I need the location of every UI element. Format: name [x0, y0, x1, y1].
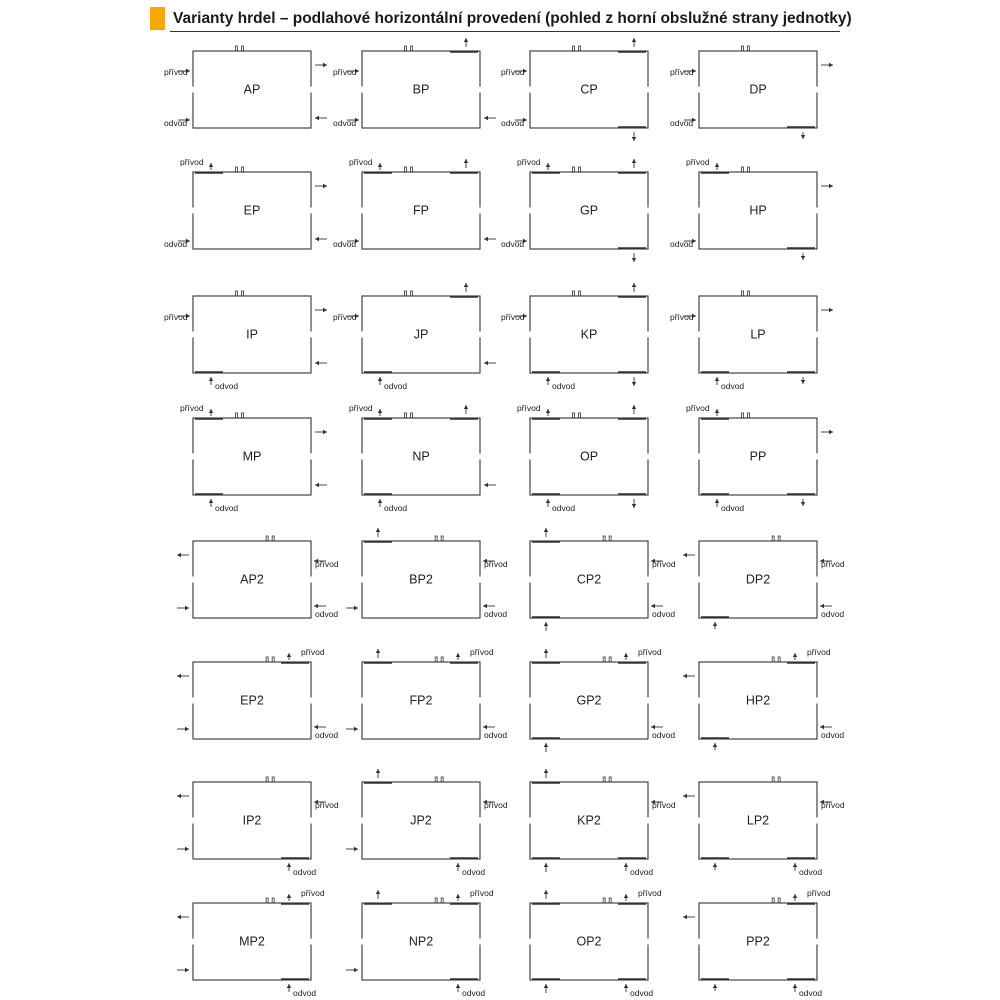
port-label: přívod	[180, 157, 204, 167]
pipe-stub	[410, 413, 412, 418]
arrowhead	[314, 725, 318, 729]
arrowhead	[801, 256, 805, 260]
arrowhead	[713, 743, 717, 747]
variant-code: MP	[242, 449, 262, 464]
variant-dp2	[683, 536, 845, 629]
arrowhead	[632, 405, 636, 409]
pipe-stub	[747, 46, 749, 51]
variant-op	[517, 403, 648, 513]
variant-bp2	[346, 528, 508, 619]
arrowhead	[632, 38, 636, 42]
variant-code: LP2	[746, 813, 770, 828]
pipe-stub	[266, 657, 268, 662]
arrowhead	[546, 163, 550, 167]
variant-kp	[501, 283, 648, 391]
arrowhead	[624, 984, 628, 988]
arrowhead	[624, 894, 628, 898]
arrowhead	[544, 528, 548, 532]
arrowhead	[354, 968, 358, 972]
arrowhead	[287, 653, 291, 657]
variant-code: MP2	[239, 934, 265, 949]
pipe-stub	[609, 536, 611, 541]
port-label: přívod	[807, 888, 831, 898]
arrowhead	[177, 794, 181, 798]
pipe-stub	[404, 413, 406, 418]
arrowhead	[544, 890, 548, 894]
variant-pp	[686, 403, 833, 513]
port-label: odvod	[215, 503, 239, 513]
arrowhead	[464, 405, 468, 409]
port-label: přívod	[638, 888, 662, 898]
pipe-stub	[603, 536, 605, 541]
port-label: přívod	[315, 800, 339, 810]
page-title: Varianty hrdel – podlahové horizontální provedení (pohled z horní obslužné strany jednotky)	[173, 10, 852, 27]
port-label: odvod	[821, 609, 845, 619]
port-label: přívod	[807, 647, 831, 657]
arrowhead	[544, 863, 548, 867]
variant-mp2	[177, 888, 325, 998]
pipe-stub	[441, 777, 443, 782]
arrowhead	[314, 604, 318, 608]
pipe-stub	[741, 167, 743, 172]
pipe-stub	[741, 413, 743, 418]
port-label: odvod	[721, 503, 745, 513]
pipe-stub	[572, 46, 574, 51]
arrowhead	[177, 915, 181, 919]
arrowhead	[484, 361, 488, 365]
pipe-stub	[266, 898, 268, 903]
port-label: odvod	[552, 503, 576, 513]
arrowhead	[287, 863, 291, 867]
arrowhead	[378, 377, 382, 381]
port-label: přívod	[164, 312, 188, 322]
arrowhead	[464, 283, 468, 287]
arrowhead	[456, 863, 460, 867]
arrowhead	[185, 968, 189, 972]
pipe-stub	[241, 46, 243, 51]
arrowhead	[354, 727, 358, 731]
arrowhead	[632, 382, 636, 386]
variant-hp2	[683, 647, 844, 750]
arrowhead	[793, 984, 797, 988]
variant-lp2	[683, 777, 845, 877]
variant-dp	[670, 46, 833, 139]
arrowhead	[484, 237, 488, 241]
port-label: odvod	[670, 239, 694, 249]
pipe-stub	[241, 413, 243, 418]
variant-jp2	[346, 769, 508, 877]
variant-code: KP	[580, 327, 598, 342]
arrowhead	[185, 847, 189, 851]
variant-code: AP2	[240, 572, 264, 587]
port-label: odvod	[384, 381, 408, 391]
pipe-stub	[772, 657, 774, 662]
port-label: přívod	[349, 157, 373, 167]
port-label: přívod	[670, 312, 694, 322]
port-label: přívod	[517, 157, 541, 167]
pipe-stub	[609, 898, 611, 903]
port-label: odvod	[630, 988, 654, 998]
pipe-stub	[272, 777, 274, 782]
pipe-stub	[572, 167, 574, 172]
arrowhead	[177, 553, 181, 557]
port-label: přívod	[349, 403, 373, 413]
arrowhead	[632, 283, 636, 287]
port-label: odvod	[384, 503, 408, 513]
arrowhead	[287, 984, 291, 988]
pipe-stub	[747, 291, 749, 296]
port-label: přívod	[686, 157, 710, 167]
variant-fp2	[346, 647, 507, 740]
port-label: přívod	[670, 67, 694, 77]
pipe-stub	[435, 777, 437, 782]
port-label: přívod	[180, 403, 204, 413]
arrowhead	[315, 361, 319, 365]
variant-ep	[164, 157, 327, 249]
variant-fp	[333, 157, 496, 249]
pipe-stub	[578, 413, 580, 418]
arrowhead	[793, 863, 797, 867]
pipe-stub	[241, 167, 243, 172]
variant-code: PP2	[746, 934, 770, 949]
arrowhead	[209, 377, 213, 381]
variant-code: EP	[243, 203, 261, 218]
arrowhead	[546, 499, 550, 503]
pipe-stub	[410, 167, 412, 172]
port-label: odvod	[721, 381, 745, 391]
variant-op2	[530, 888, 662, 998]
arrowhead	[464, 38, 468, 42]
pipe-stub	[572, 291, 574, 296]
arrowhead	[624, 863, 628, 867]
arrowhead	[801, 380, 805, 384]
arrowhead	[378, 163, 382, 167]
variant-ip2	[177, 777, 339, 877]
variant-cp2	[530, 528, 676, 631]
port-label: odvod	[501, 239, 525, 249]
port-label: přívod	[686, 403, 710, 413]
variant-code: BP2	[409, 572, 433, 587]
pipe-stub	[603, 657, 605, 662]
port-label: odvod	[315, 730, 339, 740]
arrowhead	[483, 725, 487, 729]
arrowhead	[715, 499, 719, 503]
port-label: přívod	[484, 800, 508, 810]
port-label: přívod	[652, 800, 676, 810]
arrowhead	[715, 377, 719, 381]
pipe-stub	[572, 413, 574, 418]
pipe-stub	[235, 413, 237, 418]
arrowhead	[456, 653, 460, 657]
variant-code: AP	[243, 82, 261, 97]
arrowhead	[546, 409, 550, 413]
variant-code: CP2	[576, 572, 602, 587]
pipe-stub	[747, 167, 749, 172]
arrowhead	[801, 135, 805, 139]
port-label: přívod	[470, 888, 494, 898]
variant-ep2	[177, 647, 338, 740]
pipe-stub	[272, 657, 274, 662]
variant-hp	[670, 157, 833, 260]
arrowhead	[793, 653, 797, 657]
arrowhead	[544, 622, 548, 626]
port-label: přívod	[501, 67, 525, 77]
arrowhead	[209, 163, 213, 167]
variant-code: HP	[749, 203, 767, 218]
variant-code: IP2	[242, 813, 262, 828]
port-label: odvod	[293, 988, 317, 998]
port-label: odvod	[652, 609, 676, 619]
pipe-stub	[441, 536, 443, 541]
variant-kp2	[530, 769, 676, 877]
pipe-stub	[578, 167, 580, 172]
port-label: odvod	[164, 239, 188, 249]
pipe-stub	[435, 536, 437, 541]
arrowhead	[683, 674, 687, 678]
pipe-stub	[778, 657, 780, 662]
port-label: přívod	[315, 559, 339, 569]
variant-gp2	[530, 647, 675, 752]
variant-ip	[164, 291, 327, 391]
variant-code: PP	[749, 449, 767, 464]
port-label: odvod	[799, 867, 823, 877]
pipe-stub	[404, 291, 406, 296]
pipe-stub	[441, 657, 443, 662]
variant-code: DP	[749, 82, 767, 97]
arrowhead	[683, 794, 687, 798]
arrowhead	[651, 725, 655, 729]
arrowhead	[632, 258, 636, 262]
arrowhead	[376, 649, 380, 653]
port-label: přívod	[301, 888, 325, 898]
port-label: přívod	[164, 67, 188, 77]
pipe-stub	[778, 898, 780, 903]
arrowhead	[820, 604, 824, 608]
arrowhead	[315, 483, 319, 487]
arrowhead	[456, 984, 460, 988]
port-label: odvod	[215, 381, 239, 391]
pipe-stub	[404, 46, 406, 51]
arrowhead	[185, 727, 189, 731]
arrowhead	[624, 653, 628, 657]
variant-code: OP	[579, 449, 599, 464]
arrowhead	[715, 163, 719, 167]
variant-code: FP2	[409, 693, 433, 708]
arrowhead	[715, 409, 719, 413]
arrowhead	[683, 915, 687, 919]
variant-code: GP2	[576, 693, 602, 708]
pipe-stub	[578, 291, 580, 296]
pipe-stub	[272, 536, 274, 541]
port-label: přívod	[821, 800, 845, 810]
pipe-stub	[410, 46, 412, 51]
arrowhead	[484, 116, 488, 120]
variant-cp	[501, 38, 648, 141]
arrowhead	[829, 184, 833, 188]
arrowhead	[801, 502, 805, 506]
arrowhead	[544, 743, 548, 747]
pipe-stub	[772, 898, 774, 903]
variant-code: EP2	[240, 693, 264, 708]
arrowhead	[713, 863, 717, 867]
arrowhead	[456, 894, 460, 898]
arrowhead	[354, 847, 358, 851]
arrowhead	[683, 553, 687, 557]
variant-ap2	[177, 536, 339, 619]
arrowhead	[544, 769, 548, 773]
pipe-stub	[435, 898, 437, 903]
port-label: přívod	[333, 67, 357, 77]
port-label: odvod	[652, 730, 676, 740]
variant-code: OP2	[576, 934, 602, 949]
arrowhead	[829, 430, 833, 434]
pipe-stub	[435, 657, 437, 662]
arrowhead	[177, 674, 181, 678]
port-label: přívod	[638, 647, 662, 657]
arrowhead	[483, 604, 487, 608]
arrowhead	[323, 308, 327, 312]
pipe-stub	[235, 291, 237, 296]
variant-lp	[670, 291, 833, 391]
arrowhead	[793, 894, 797, 898]
arrowhead	[632, 137, 636, 141]
arrowhead	[544, 984, 548, 988]
arrowhead	[820, 725, 824, 729]
arrowhead	[376, 890, 380, 894]
arrowhead	[829, 308, 833, 312]
variant-code: HP2	[745, 693, 771, 708]
variant-code: LP	[750, 327, 766, 342]
pipe-stub	[578, 46, 580, 51]
port-label: odvod	[821, 730, 845, 740]
port-label: přívod	[652, 559, 676, 569]
pipe-stub	[266, 536, 268, 541]
pipe-stub	[741, 46, 743, 51]
variant-code: IP	[246, 327, 258, 342]
variant-code: NP	[412, 449, 430, 464]
port-label: odvod	[462, 867, 486, 877]
port-label: odvod	[333, 118, 357, 128]
arrowhead	[315, 237, 319, 241]
variant-np2	[346, 888, 494, 998]
pipe-stub	[272, 898, 274, 903]
pipe-stub	[404, 167, 406, 172]
pipe-stub	[747, 413, 749, 418]
variant-code: GP	[579, 203, 599, 218]
arrowhead	[209, 499, 213, 503]
port-label: odvod	[799, 988, 823, 998]
port-label: odvod	[484, 609, 508, 619]
arrowhead	[323, 63, 327, 67]
arrowhead	[544, 649, 548, 653]
pipe-stub	[772, 777, 774, 782]
port-label: odvod	[315, 609, 339, 619]
port-label: přívod	[517, 403, 541, 413]
pipe-stub	[778, 777, 780, 782]
arrowhead	[354, 606, 358, 610]
pipe-stub	[441, 898, 443, 903]
port-label: odvod	[484, 730, 508, 740]
variant-code: DP2	[745, 572, 771, 587]
arrowhead	[376, 528, 380, 532]
variant-code: NP2	[408, 934, 434, 949]
variant-code: BP	[412, 82, 430, 97]
arrowhead	[287, 894, 291, 898]
pipe-stub	[241, 291, 243, 296]
port-label: přívod	[821, 559, 845, 569]
port-label: odvod	[333, 239, 357, 249]
port-label: přívod	[470, 647, 494, 657]
arrowhead	[323, 184, 327, 188]
arrowhead	[323, 430, 327, 434]
variant-code: CP	[580, 82, 598, 97]
variant-pp2	[683, 888, 831, 998]
port-label: přívod	[301, 647, 325, 657]
arrowhead	[632, 159, 636, 163]
arrowhead	[632, 504, 636, 508]
arrowhead	[378, 409, 382, 413]
pipe-stub	[609, 657, 611, 662]
arrowhead	[713, 622, 717, 626]
variant-mp	[180, 403, 327, 513]
variant-code: KP2	[577, 813, 601, 828]
arrowhead	[315, 116, 319, 120]
arrowhead	[484, 483, 488, 487]
variant-jp	[333, 283, 496, 391]
arrowhead	[378, 499, 382, 503]
arrowhead	[546, 377, 550, 381]
variant-code: JP2	[410, 813, 432, 828]
pipe-stub	[410, 291, 412, 296]
arrowhead	[651, 604, 655, 608]
port-label: odvod	[501, 118, 525, 128]
pipe-stub	[603, 777, 605, 782]
pipe-stub	[741, 291, 743, 296]
pipe-stub	[235, 46, 237, 51]
port-label: přívod	[484, 559, 508, 569]
port-label: odvod	[164, 118, 188, 128]
pipe-stub	[772, 536, 774, 541]
variant-bp	[333, 38, 496, 128]
port-label: odvod	[462, 988, 486, 998]
port-label: přívod	[501, 312, 525, 322]
variant-gp	[501, 157, 648, 262]
arrowhead	[713, 984, 717, 988]
arrowhead	[209, 409, 213, 413]
variant-ap	[164, 46, 327, 128]
pipe-stub	[235, 167, 237, 172]
arrowhead	[376, 769, 380, 773]
port-label: odvod	[630, 867, 654, 877]
arrowhead	[464, 159, 468, 163]
port-label: odvod	[293, 867, 317, 877]
pipe-stub	[603, 898, 605, 903]
port-label: odvod	[552, 381, 576, 391]
pipe-stub	[778, 536, 780, 541]
arrowhead	[185, 606, 189, 610]
variant-code: FP	[413, 203, 429, 218]
pipe-stub	[609, 777, 611, 782]
port-label: odvod	[670, 118, 694, 128]
variant-np	[349, 403, 496, 513]
arrowhead	[829, 63, 833, 67]
variant-code: JP	[413, 327, 429, 342]
port-label: přívod	[333, 312, 357, 322]
pipe-stub	[266, 777, 268, 782]
